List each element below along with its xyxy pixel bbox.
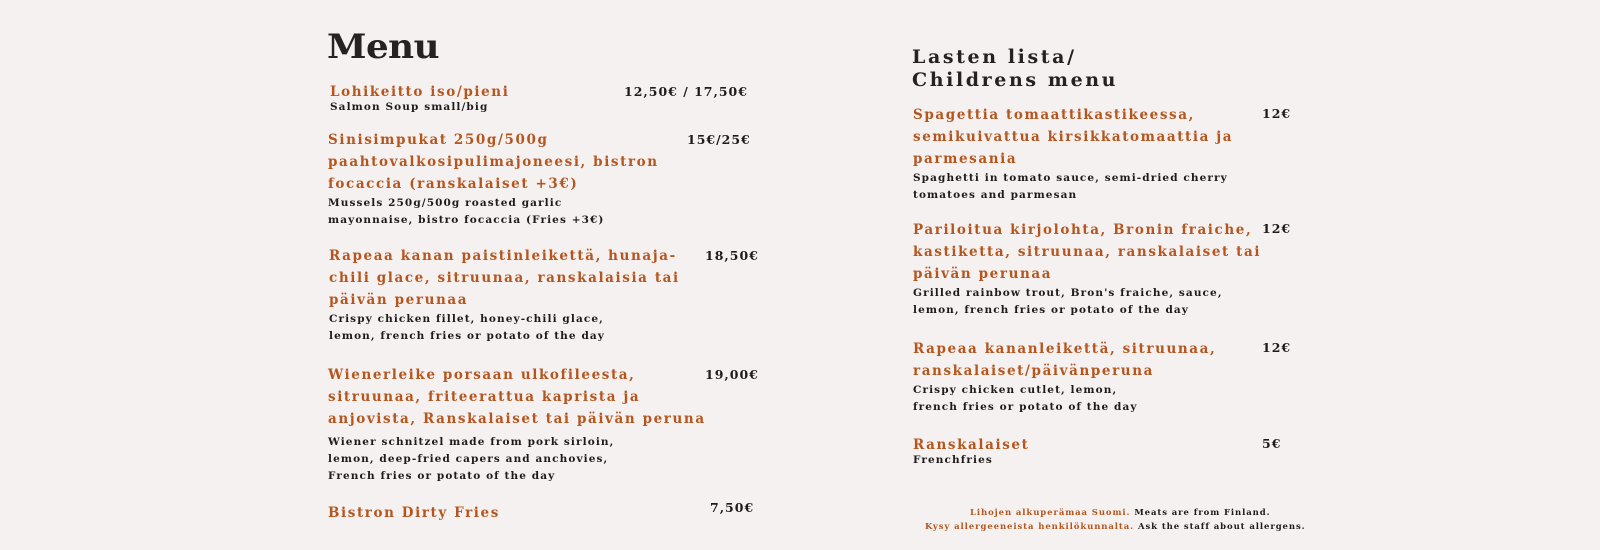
item-description-line: mayonnaise, bistro focaccia (Fries +3€) <box>328 214 605 226</box>
item-description-line: Grilled rainbow trout, Bron's fraiche, sauce, <box>913 287 1223 299</box>
item-price: 12€ <box>1262 221 1292 236</box>
menu-item-dirty-fries <box>328 502 500 524</box>
item-name-line: päivän perunaa <box>913 266 1053 282</box>
item-description-line: Spaghetti in tomato sauce, semi-dried cherry <box>913 172 1228 184</box>
item-description-line: tomatoes and parmesan <box>913 189 1078 201</box>
menu-item-salmon-soup <box>330 81 509 116</box>
item-name-line: Spagettia tomaattikastikeessa, <box>913 107 1195 123</box>
item-name-line: anjovista, Ranskalaiset tai päivän peruna <box>328 411 706 427</box>
kids-item-rainbow-trout <box>913 219 1261 319</box>
menu-item-wiener-schnitzel <box>328 364 706 485</box>
item-name-line: paahtovalkosipulimajoneesi, bistron <box>328 154 659 170</box>
item-description-line: French fries or potato of the day <box>328 470 556 482</box>
item-name-line: Rapeaa kanan paistinleikettä, hunaja- <box>329 248 677 264</box>
item-description-line: Wiener schnitzel made from pork sirloin, <box>328 436 615 448</box>
footer-origin-fi: Lihojen alkuperämaa Suomi. <box>970 508 1131 518</box>
item-name: Ranskalaiset <box>913 437 1030 453</box>
item-price: 19,00€ <box>705 367 759 382</box>
item-description: Frenchfries <box>913 454 993 466</box>
item-price: 12€ <box>1262 106 1292 121</box>
kids-item-french-fries <box>913 434 1029 469</box>
item-description-line: lemon, french fries or potato of the day <box>329 330 605 342</box>
item-description-line: lemon, deep-fried capers and anchovies, <box>328 453 609 465</box>
item-name: Bistron Dirty Fries <box>328 505 500 521</box>
item-name-line: sitruunaa, friteerattua kaprista ja <box>328 389 641 405</box>
item-name-line: semikuivattua kirsikkatomaattia ja <box>913 129 1234 145</box>
item-name: Lohikeitto iso/pieni <box>330 84 510 100</box>
item-name-line: ranskalaiset/päivänperuna <box>913 363 1154 379</box>
item-name-line: päivän perunaa <box>329 292 469 308</box>
kids-menu-title-line: Childrens menu <box>912 69 1119 91</box>
item-price: 5€ <box>1262 436 1282 451</box>
footer-allergen-en: Ask the staff about allergens. <box>1137 522 1306 532</box>
kids-item-spaghetti <box>913 104 1233 204</box>
item-price: 15€/25€ <box>687 132 751 147</box>
item-description-line: Mussels 250g/500g roasted garlic <box>328 197 563 209</box>
item-name-line: focaccia (ranskalaiset +3€) <box>328 176 579 192</box>
item-name-line: kastiketta, sitruunaa, ranskalaiset tai <box>913 244 1262 260</box>
kids-menu-title <box>912 46 1118 92</box>
menu-item-crispy-chicken <box>329 245 680 345</box>
item-name-line: Wienerleike porsaan ulkofileesta, <box>328 367 636 383</box>
menu-item-mussels <box>328 129 659 229</box>
item-description-line: Crispy chicken cutlet, lemon, <box>913 384 1118 396</box>
item-price: 12€ <box>1262 340 1292 355</box>
item-name-line: Pariloitua kirjolohta, Bronin fraiche, <box>913 222 1253 238</box>
footer-allergen-note <box>925 520 1306 534</box>
footer-origin-note <box>970 506 1270 520</box>
footer-allergen-fi: Kysy allergeeneista henkilökunnalta. <box>925 522 1134 532</box>
item-description-line: french fries or potato of the day <box>913 401 1138 413</box>
item-description-line: lemon, french fries or potato of the day <box>913 304 1189 316</box>
item-description: Salmon Soup small/big <box>330 101 489 113</box>
item-name-line: parmesania <box>913 151 1018 167</box>
item-price: 18,50€ <box>705 248 759 263</box>
item-name-line: Rapeaa kananleikettä, sitruunaa, <box>913 341 1217 357</box>
item-price: 7,50€ <box>710 500 755 515</box>
menu-title: Menu <box>327 27 440 67</box>
item-price: 12,50€ / 17,50€ <box>624 84 748 99</box>
item-name-line: chili glace, sitruunaa, ranskalaisia tai <box>329 270 680 286</box>
kids-menu-title-line: Lasten lista/ <box>912 46 1077 68</box>
footer-origin-en: Meats are from Finland. <box>1134 508 1271 518</box>
item-description-line: Crispy chicken fillet, honey-chili glace, <box>329 313 604 325</box>
item-name-line: Sinisimpukat 250g/500g <box>328 132 549 148</box>
kids-item-crispy-chicken <box>913 338 1216 416</box>
